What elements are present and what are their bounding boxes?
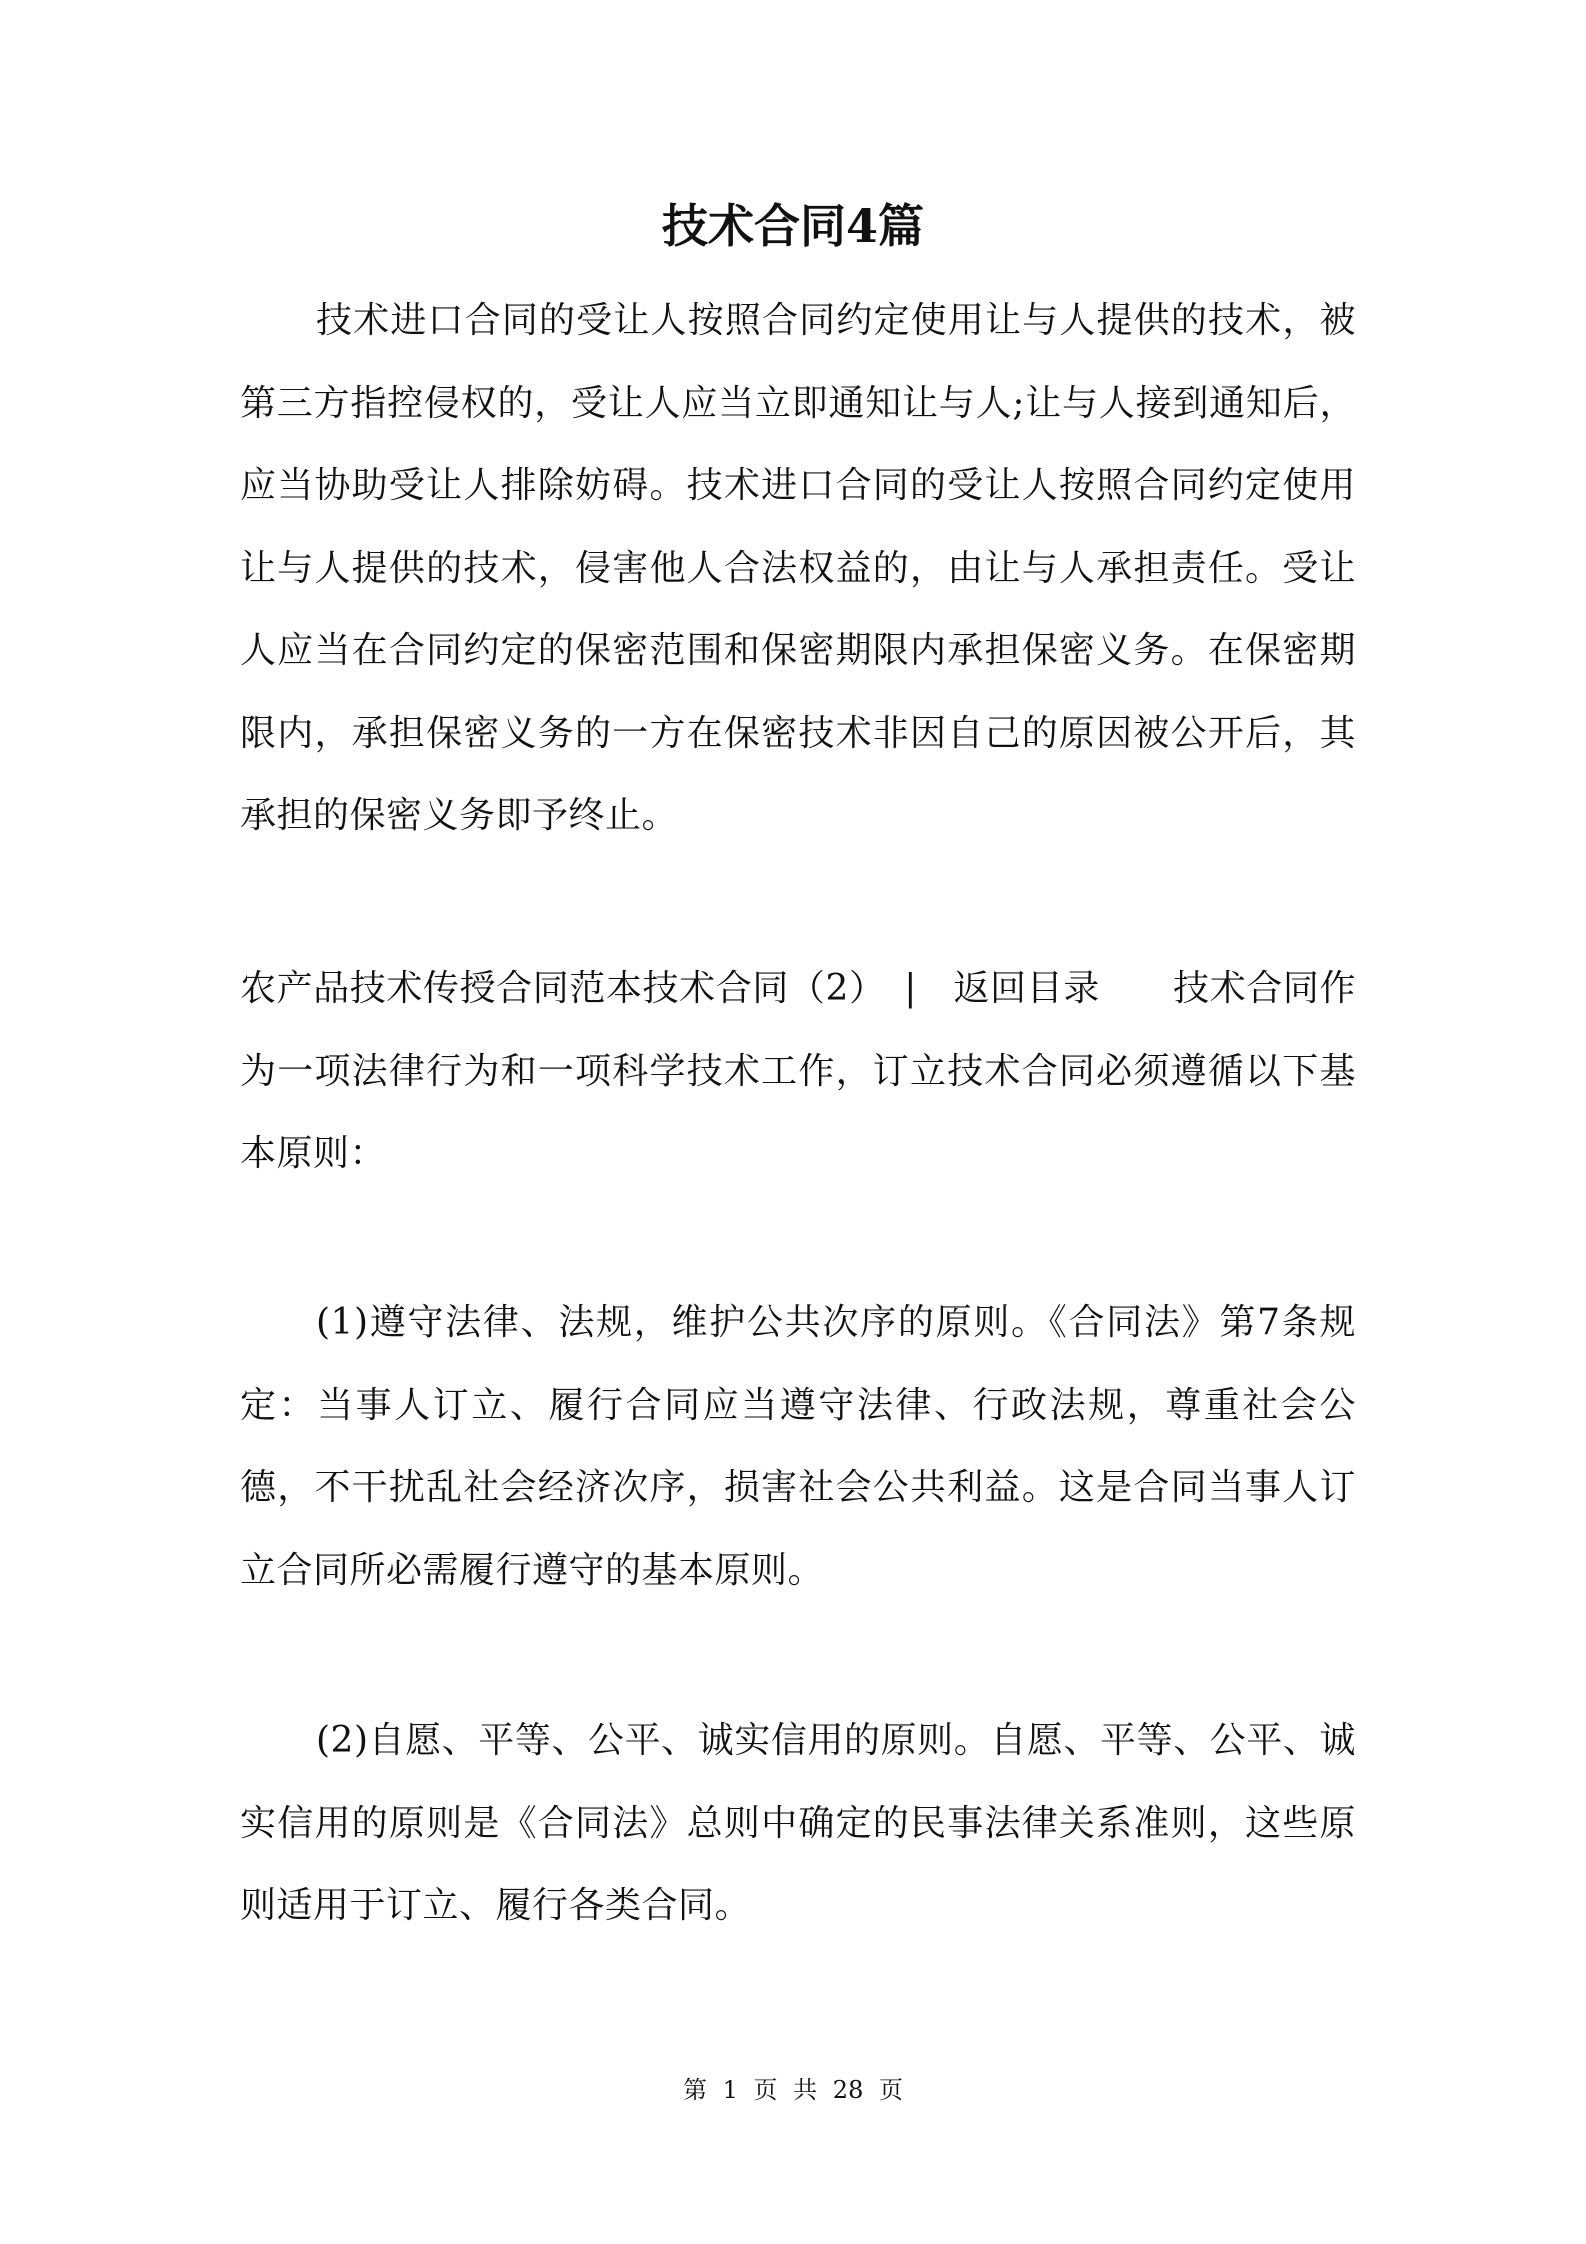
- paragraph-basic-principles-intro: 农产品技术传授合同范本技术合同（2） | 返回目录 技术合同作为一项法律行为和一项科学技术工作，订立技术合同必须遵循以下基本原则：: [240, 968, 1356, 1174]
- paragraph-principle-2: (2)自愿、平等、公平、诚实信用的原则。自愿、平等、公平、诚实信用的原则是《合同法》总则中确定的民事法律关系准则，这些原则适用于订立、履行各类合同。: [240, 1720, 1356, 1926]
- paragraph-principle-1: (1)遵守法律、法规，维护公共次序的原则。《合同法》第7条规定：当事人订立、履行合同应当遵守法律、行政法规，尊重社会公德，不干扰乱社会经济次序，损害社会公共利益。这是合同当事人订立合同所必需履行遵守的基本原则。: [240, 1302, 1356, 1591]
- document-title: 技术合同4篇: [661, 199, 924, 253]
- page-number-footer: 第 1 页 共 28 页: [683, 2076, 903, 2104]
- paragraph-import-contract: 技术进口合同的受让人按照合同约定使用让与人提供的技术，被第三方指控侵权的，受让人应当立即通知让与人;让与人接到通知后，应当协助受让人排除妨碍。技术进口合同的受让人按照合同约定使用让与人提供的技术，侵害他人合法权益的，由让与人承担责任。受让人应当在合同约定的保密范围和保密期限内承担保密义务。在保密期限内，承担保密义务的一方在保密技术非因自己的原因被公开后，其承担的保密义务即予终止。: [240, 300, 1356, 836]
